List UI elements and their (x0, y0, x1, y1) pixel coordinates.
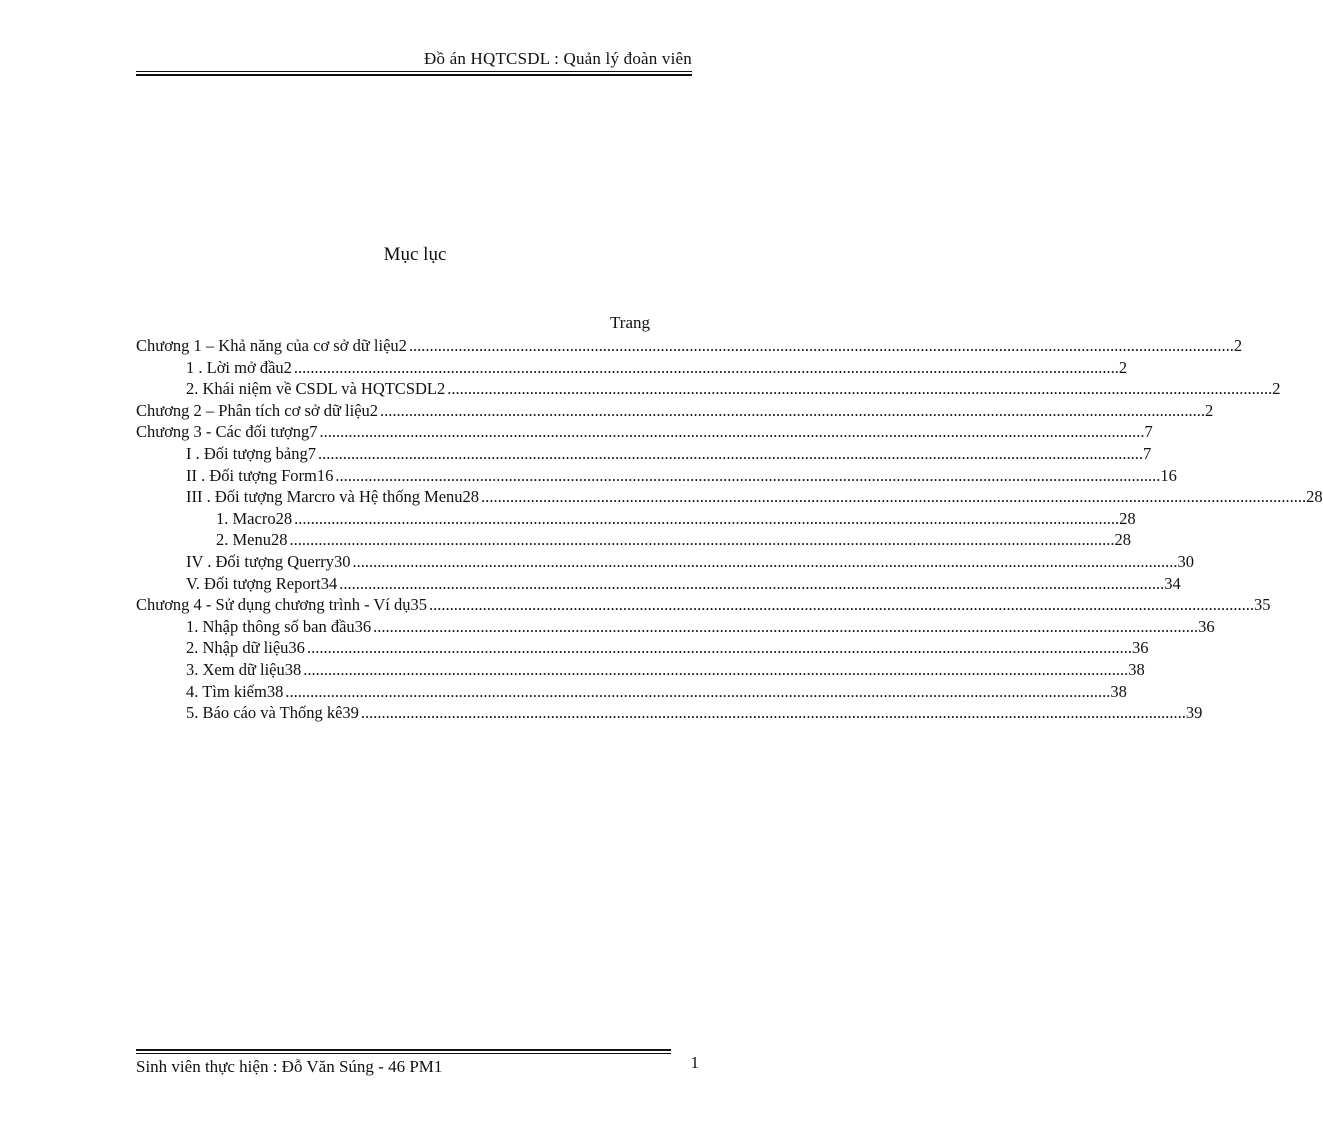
toc-entry-leader: ........................................................................................................................................................................................................ (317, 443, 1143, 463)
toc-entry-leader: ........................................................................................................................................................................................................ (339, 573, 1165, 593)
toc-entry-leader: ........................................................................................................................................................................................................ (380, 400, 1206, 420)
toc-entry-label: 5. Báo cáo và Thống kê39 (186, 703, 359, 723)
toc-entry-label: Chương 4 - Sử dụng chương trình - Ví dụ35 (136, 595, 428, 615)
toc-entry-label: 1 . Lời mở đầu2 (186, 357, 292, 377)
toc-entry-page: 39 (1185, 703, 1203, 723)
toc-entry[interactable] (136, 573, 1181, 595)
toc-entry[interactable] (136, 681, 1127, 703)
toc-entry-page: 38 (1110, 681, 1127, 701)
toc-entry-label: I . Đối tượng bảng7 (186, 443, 316, 463)
toc-entry-label: 1. Macro28 (216, 508, 293, 528)
toc-entry-label: Chương 1 – Khả năng của cơ sở dữ liệu2 (136, 336, 407, 355)
toc-entry[interactable] (136, 529, 1131, 551)
toc-entry-label: 3. Xem dữ liệu38 (186, 659, 302, 679)
toc-entry-leader: ........................................................................................................................................................................................................ (352, 551, 1178, 571)
toc-entry-leader: ........................................................................................................................................................................................................ (447, 379, 1273, 399)
toc-entry[interactable] (136, 637, 1149, 659)
toc-entry-leader: ........................................................................................................................................................................................................ (306, 638, 1132, 658)
toc-entry-page: 28 (1119, 508, 1136, 528)
toc-entry[interactable] (136, 421, 1153, 443)
toc-entry-page: 34 (1164, 573, 1181, 593)
toc-entry-page: 30 (1177, 551, 1194, 571)
toc-entry-leader: ........................................................................................................................................................................................................ (481, 487, 1307, 507)
toc-entry[interactable] (136, 594, 1271, 616)
toc-entry-leader: ........................................................................................................................................................................................................ (335, 465, 1161, 485)
toc-entry-leader: ........................................................................................................................................................................................................ (429, 595, 1255, 615)
toc-entry-label: 1. Nhập thông số ban đầu36 (186, 616, 372, 636)
toc-entry-label: III . Đối tượng Marcro và Hệ thống Menu28 (186, 487, 480, 507)
toc-entry-leader: ........................................................................................................................................................................................................ (408, 336, 1234, 355)
toc-list (136, 335, 1323, 724)
toc-entry-label: 2. Menu28 (216, 530, 288, 550)
toc-entry-leader: ........................................................................................................................................................................................................ (294, 508, 1120, 528)
toc-entry[interactable] (136, 465, 1177, 487)
toc-entry-leader: ........................................................................................................................................................................................................ (303, 659, 1129, 679)
toc-entry-label: 4. Tìm kiếm38 (186, 681, 284, 701)
header-rule-top (136, 71, 692, 72)
header-title: Đồ án HQTCSDL : Quản lý đoàn viên (423, 49, 692, 68)
toc-entry-page: 35 (1254, 595, 1271, 615)
toc-entry-leader: ........................................................................................................................................................................................................ (289, 530, 1115, 550)
toc-entry[interactable] (136, 378, 1281, 400)
toc-entry-leader: ........................................................................................................................................................................................................ (285, 681, 1111, 701)
toc-entry-label: IV . Đối tượng Querry30 (186, 551, 351, 571)
toc-entry[interactable] (136, 551, 1194, 573)
toc-entry-leader: ........................................................................................................................................................................................................ (319, 422, 1145, 442)
toc-entry-label: II . Đối tượng Form16 (186, 465, 334, 485)
toc-entry-page: 7 (1144, 422, 1153, 442)
toc-entry-page: 28 (1114, 530, 1131, 550)
toc-entry-page: 2 (1205, 400, 1214, 420)
toc-entry-page: 2 (1118, 357, 1128, 377)
toc-entry-label: 2. Khái niệm về CSDL và HQTCSDL2 (186, 379, 446, 399)
toc-entry-page: 16 (1160, 465, 1177, 485)
toc-entry[interactable] (136, 616, 1215, 638)
toc-entry[interactable] (136, 335, 1243, 357)
toc-entry-page: 2 (1233, 336, 1243, 355)
header-rule-bottom (136, 74, 692, 76)
toc-entry-leader: ........................................................................................................................................................................................................ (293, 357, 1119, 377)
toc-entry[interactable] (136, 400, 1214, 422)
toc-entry-label: Chương 3 - Các đối tượng7 (136, 422, 318, 442)
toc-entry-leader: ........................................................................................................................................................................................................ (373, 616, 1199, 636)
footer-rule-top (136, 1049, 671, 1051)
toc-entry-page: 28 (1306, 487, 1323, 507)
toc-entry[interactable] (136, 659, 1145, 681)
toc-title: Mục lục (383, 244, 447, 265)
toc-entry-page: 38 (1128, 659, 1145, 679)
toc-entry-label: 2. Nhập dữ liệu36 (186, 638, 305, 658)
toc-entry-label: V. Đối tượng Report34 (186, 573, 338, 593)
page-number: 1 (690, 1053, 699, 1072)
toc-entry-page: 36 (1198, 616, 1215, 636)
footer-rule-bottom (136, 1053, 671, 1054)
toc-entry[interactable] (136, 508, 1136, 530)
toc-entry[interactable] (136, 357, 1128, 379)
footer-author: Sinh viên thực hiện : Đỗ Văn Súng - 46 PM1 (136, 1057, 443, 1076)
toc-entry[interactable] (136, 702, 1203, 724)
toc-entry-page: 36 (1131, 638, 1149, 658)
toc-entry-label: Chương 2 – Phân tích cơ sở dữ liệu2 (136, 400, 379, 420)
toc-page-column-label: Trang (610, 313, 650, 332)
toc-entry-leader: ........................................................................................................................................................................................................ (360, 703, 1186, 723)
toc-entry[interactable] (136, 486, 1323, 508)
toc-entry-page: 2 (1272, 379, 1281, 399)
toc-entry-page: 7 (1142, 443, 1152, 463)
toc-entry[interactable] (136, 443, 1152, 465)
